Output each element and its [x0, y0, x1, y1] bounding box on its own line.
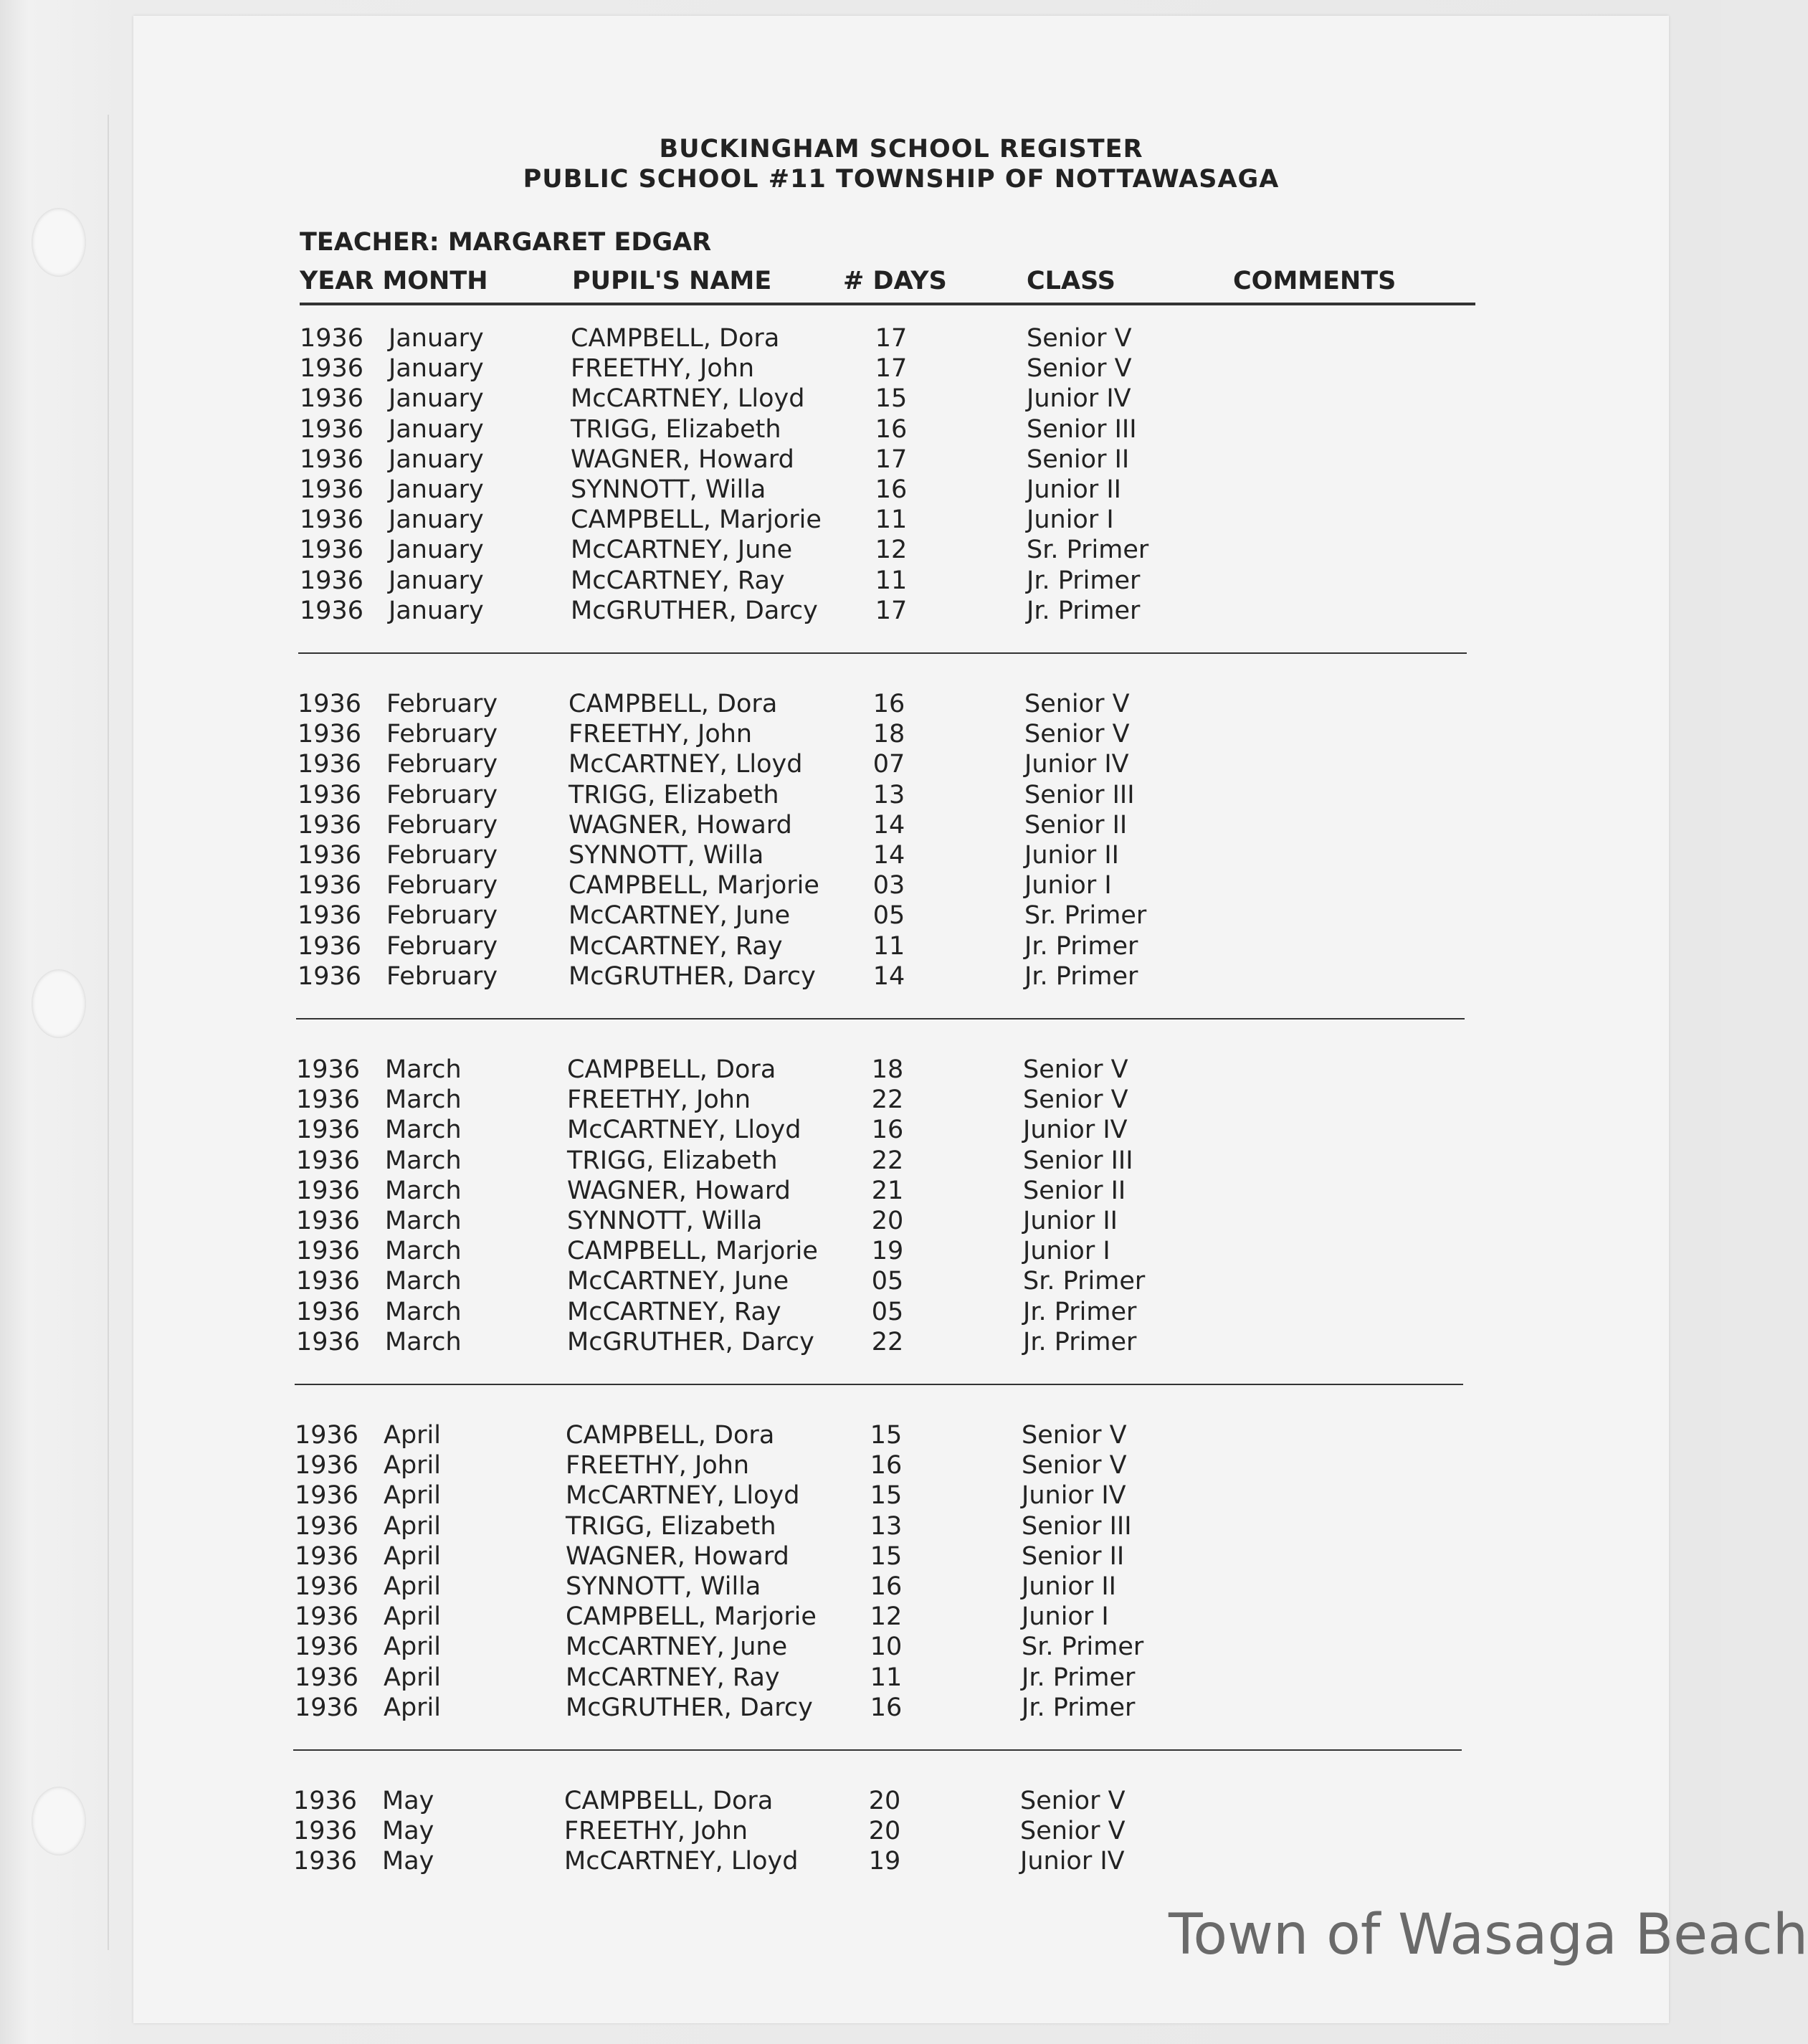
- pupil-name-cell: FREETHY, John: [567, 1085, 751, 1114]
- year-cell: 1936: [298, 871, 362, 900]
- table-row: [298, 720, 1473, 750]
- pupil-name-cell: TRIGG, Elizabeth: [568, 781, 779, 809]
- month-cell: April: [384, 1512, 441, 1541]
- pupil-name-cell: SYNNOTT, Willa: [567, 1207, 763, 1235]
- year-cell: 1936: [295, 1632, 359, 1661]
- punch-hole-icon: [32, 208, 86, 277]
- days-cell: 05: [871, 1298, 904, 1326]
- class-cell: Junior IV: [1023, 1116, 1128, 1144]
- pupil-name-cell: McGRUTHER, Darcy: [571, 596, 818, 625]
- days-cell: 11: [870, 1663, 903, 1692]
- table-row: [295, 1572, 1470, 1602]
- year-cell: 1936: [295, 1602, 359, 1631]
- table-row: [296, 1237, 1472, 1267]
- register-page: [133, 16, 1808, 2023]
- days-cell: 16: [870, 1451, 903, 1480]
- year-cell: 1936: [296, 1298, 361, 1326]
- pupil-name-cell: CAMPBELL, Marjorie: [568, 871, 819, 900]
- table-row: [298, 871, 1473, 901]
- pupil-name-cell: WAGNER, Howard: [567, 1177, 791, 1205]
- class-cell: Senior II: [1024, 811, 1128, 840]
- year-cell: 1936: [298, 811, 362, 840]
- class-cell: Senior V: [1027, 354, 1132, 383]
- year-cell: 1936: [300, 566, 364, 595]
- pupil-name-cell: FREETHY, John: [568, 720, 753, 748]
- year-cell: 1936: [295, 1693, 359, 1722]
- table-row: [296, 1207, 1472, 1237]
- table-row: [295, 1663, 1470, 1693]
- month-cell: March: [385, 1207, 462, 1235]
- class-cell: Senior V: [1020, 1787, 1126, 1815]
- month-cell: January: [389, 596, 484, 625]
- year-cell: 1936: [296, 1177, 361, 1205]
- watermark: Town of Wasaga Beach: [1169, 1903, 1808, 1967]
- pupil-name-cell: WAGNER, Howard: [571, 445, 794, 474]
- year-cell: 1936: [298, 932, 362, 961]
- table-row: [300, 384, 1475, 414]
- col-comments: COMMENTS: [1233, 267, 1397, 295]
- pupil-name-cell: CAMPBELL, Dora: [571, 324, 780, 353]
- register-title: BUCKINGHAM SCHOOL REGISTER: [659, 135, 1143, 163]
- table-row: [300, 354, 1475, 384]
- month-cell: April: [384, 1572, 441, 1601]
- table-row: [296, 1177, 1472, 1207]
- pupil-name-cell: CAMPBELL, Marjorie: [571, 505, 822, 534]
- class-cell: Junior II: [1022, 1572, 1116, 1601]
- month-cell: January: [389, 445, 484, 474]
- pupil-name-cell: McCARTNEY, June: [568, 901, 791, 930]
- year-cell: 1936: [295, 1572, 359, 1601]
- pupil-name-cell: McCARTNEY, Lloyd: [564, 1847, 799, 1876]
- days-cell: 14: [872, 811, 905, 840]
- class-cell: Junior IV: [1022, 1481, 1126, 1510]
- punch-hole-icon: [32, 969, 86, 1038]
- table-row: [300, 324, 1475, 354]
- days-cell: 13: [870, 1512, 903, 1541]
- year-cell: 1936: [300, 596, 364, 625]
- days-cell: 19: [871, 1237, 904, 1265]
- days-cell: 16: [875, 415, 908, 444]
- days-cell: 11: [872, 932, 905, 961]
- days-cell: 19: [868, 1847, 901, 1876]
- pupil-name-cell: TRIGG, Elizabeth: [567, 1146, 778, 1175]
- table-row: [296, 1298, 1472, 1328]
- days-cell: 17: [875, 596, 908, 625]
- table-row: [300, 596, 1475, 627]
- class-cell: Senior V: [1020, 1817, 1126, 1845]
- class-cell: Senior V: [1022, 1421, 1127, 1450]
- col-year-month: YEAR MONTH: [300, 267, 488, 295]
- table-row: [295, 1421, 1470, 1451]
- year-cell: 1936: [293, 1847, 358, 1876]
- table-row: [300, 415, 1475, 445]
- pupil-name-cell: CAMPBELL, Dora: [566, 1421, 775, 1450]
- month-divider: [296, 1018, 1465, 1019]
- month-cell: March: [385, 1177, 462, 1205]
- class-cell: Jr. Primer: [1024, 932, 1138, 961]
- year-cell: 1936: [300, 324, 364, 353]
- year-cell: 1936: [300, 475, 364, 504]
- pupil-name-cell: McGRUTHER, Darcy: [566, 1693, 813, 1722]
- year-cell: 1936: [298, 750, 362, 779]
- table-row: [296, 1085, 1472, 1116]
- pupil-name-cell: CAMPBELL, Dora: [564, 1787, 774, 1815]
- pupil-name-cell: CAMPBELL, Dora: [567, 1055, 776, 1084]
- table-row: [295, 1542, 1470, 1572]
- table-row: [295, 1693, 1470, 1724]
- pupil-name-cell: CAMPBELL, Marjorie: [567, 1237, 818, 1265]
- month-cell: March: [385, 1237, 462, 1265]
- days-cell: 16: [870, 1693, 903, 1722]
- month-cell: February: [386, 871, 498, 900]
- table-row: [295, 1602, 1470, 1632]
- year-cell: 1936: [295, 1542, 359, 1571]
- days-cell: 16: [871, 1116, 904, 1144]
- days-cell: 16: [872, 690, 905, 718]
- year-cell: 1936: [296, 1328, 361, 1356]
- class-cell: Junior IV: [1024, 750, 1129, 779]
- year-cell: 1936: [300, 354, 364, 383]
- class-cell: Jr. Primer: [1027, 566, 1141, 595]
- days-cell: 16: [870, 1572, 903, 1601]
- class-cell: Junior I: [1027, 505, 1114, 534]
- table-row: [300, 475, 1475, 505]
- days-cell: 10: [870, 1632, 903, 1661]
- class-cell: Sr. Primer: [1023, 1267, 1146, 1296]
- class-cell: Jr. Primer: [1023, 1298, 1137, 1326]
- month-cell: February: [386, 690, 498, 718]
- class-cell: Junior IV: [1020, 1847, 1125, 1876]
- class-cell: Senior III: [1022, 1512, 1132, 1541]
- class-cell: Senior II: [1022, 1542, 1125, 1571]
- col-days: # DAYS: [843, 267, 947, 295]
- month-cell: May: [382, 1817, 434, 1845]
- month-cell: March: [385, 1116, 462, 1144]
- class-cell: Junior I: [1022, 1602, 1109, 1631]
- month-cell: February: [386, 811, 498, 840]
- class-cell: Sr. Primer: [1027, 536, 1149, 564]
- pupil-name-cell: FREETHY, John: [566, 1451, 750, 1480]
- table-row: [293, 1787, 1469, 1817]
- class-cell: Junior II: [1027, 475, 1121, 504]
- month-cell: January: [389, 536, 484, 564]
- days-cell: 16: [875, 475, 908, 504]
- year-cell: 1936: [296, 1116, 361, 1144]
- class-cell: Senior V: [1023, 1055, 1128, 1084]
- days-cell: 11: [875, 566, 908, 595]
- month-cell: February: [386, 781, 498, 809]
- month-cell: April: [384, 1421, 441, 1450]
- table-row: [298, 901, 1473, 931]
- class-cell: Junior II: [1023, 1207, 1118, 1235]
- col-pupil-name: PUPIL'S NAME: [572, 267, 772, 295]
- class-cell: Senior II: [1023, 1177, 1126, 1205]
- year-cell: 1936: [295, 1663, 359, 1692]
- table-row: [296, 1328, 1472, 1358]
- pupil-name-cell: FREETHY, John: [571, 354, 755, 383]
- month-cell: January: [389, 505, 484, 534]
- month-cell: January: [389, 415, 484, 444]
- month-cell: February: [386, 932, 498, 961]
- days-cell: 03: [872, 871, 905, 900]
- days-cell: 13: [872, 781, 905, 809]
- year-cell: 1936: [295, 1451, 359, 1480]
- month-cell: February: [386, 901, 498, 930]
- binder-strip: [0, 115, 109, 1950]
- month-cell: April: [384, 1602, 441, 1631]
- pupil-name-cell: McCARTNEY, June: [566, 1632, 788, 1661]
- table-row: [300, 505, 1475, 536]
- table-row: [295, 1451, 1470, 1481]
- month-cell: March: [385, 1146, 462, 1175]
- year-cell: 1936: [298, 841, 362, 870]
- pupil-name-cell: WAGNER, Howard: [568, 811, 792, 840]
- table-row: [298, 811, 1473, 841]
- table-row: [295, 1481, 1470, 1511]
- days-cell: 17: [875, 354, 908, 383]
- pupil-name-cell: McCARTNEY, Lloyd: [566, 1481, 800, 1510]
- days-cell: 15: [870, 1481, 903, 1510]
- month-cell: February: [386, 750, 498, 779]
- year-cell: 1936: [300, 415, 364, 444]
- year-cell: 1936: [296, 1237, 361, 1265]
- month-cell: April: [384, 1632, 441, 1661]
- year-cell: 1936: [296, 1207, 361, 1235]
- table-row: [298, 750, 1473, 780]
- month-cell: February: [386, 841, 498, 870]
- days-cell: 17: [875, 445, 908, 474]
- class-cell: Jr. Primer: [1024, 962, 1138, 991]
- col-class: CLASS: [1027, 267, 1115, 295]
- month-cell: January: [389, 384, 484, 413]
- table-row: [295, 1512, 1470, 1542]
- days-cell: 22: [871, 1146, 904, 1175]
- year-cell: 1936: [293, 1817, 358, 1845]
- days-cell: 20: [868, 1787, 901, 1815]
- punch-hole-icon: [32, 1787, 86, 1855]
- days-cell: 15: [875, 384, 908, 413]
- month-cell: March: [385, 1298, 462, 1326]
- days-cell: 20: [868, 1817, 901, 1845]
- month-cell: April: [384, 1481, 441, 1510]
- table-row: [296, 1116, 1472, 1146]
- pupil-name-cell: McCARTNEY, June: [571, 536, 793, 564]
- days-cell: 12: [875, 536, 908, 564]
- pupil-name-cell: McCARTNEY, Lloyd: [571, 384, 805, 413]
- class-cell: Junior I: [1024, 871, 1112, 900]
- table-row: [295, 1632, 1470, 1663]
- days-cell: 12: [870, 1602, 903, 1631]
- year-cell: 1936: [296, 1085, 361, 1114]
- days-cell: 22: [871, 1328, 904, 1356]
- class-cell: Jr. Primer: [1022, 1663, 1136, 1692]
- month-divider: [298, 652, 1467, 654]
- pupil-name-cell: SYNNOTT, Willa: [566, 1572, 761, 1601]
- days-cell: 15: [870, 1421, 903, 1450]
- year-cell: 1936: [293, 1787, 358, 1815]
- table-row: [298, 962, 1473, 992]
- pupil-name-cell: CAMPBELL, Marjorie: [566, 1602, 817, 1631]
- days-cell: 05: [872, 901, 905, 930]
- year-cell: 1936: [300, 384, 364, 413]
- year-cell: 1936: [300, 445, 364, 474]
- days-cell: 20: [871, 1207, 904, 1235]
- month-cell: April: [384, 1451, 441, 1480]
- class-cell: Senior III: [1023, 1146, 1133, 1175]
- class-cell: Jr. Primer: [1023, 1328, 1137, 1356]
- year-cell: 1936: [298, 720, 362, 748]
- table-row: [293, 1847, 1469, 1877]
- days-cell: 05: [871, 1267, 904, 1296]
- pupil-name-cell: McGRUTHER, Darcy: [568, 962, 816, 991]
- month-cell: April: [384, 1542, 441, 1571]
- pupil-name-cell: McCARTNEY, June: [567, 1267, 789, 1296]
- year-cell: 1936: [295, 1421, 359, 1450]
- year-cell: 1936: [298, 690, 362, 718]
- pupil-name-cell: FREETHY, John: [564, 1817, 748, 1845]
- month-cell: February: [386, 962, 498, 991]
- days-cell: 21: [871, 1177, 904, 1205]
- table-row: [296, 1267, 1472, 1297]
- month-divider: [295, 1384, 1463, 1385]
- year-cell: 1936: [300, 536, 364, 564]
- pupil-name-cell: McCARTNEY, Lloyd: [567, 1116, 801, 1144]
- class-cell: Jr. Primer: [1027, 596, 1141, 625]
- pupil-name-cell: TRIGG, Elizabeth: [566, 1512, 776, 1541]
- class-cell: Junior I: [1023, 1237, 1110, 1265]
- days-cell: 07: [872, 750, 905, 779]
- days-cell: 14: [872, 841, 905, 870]
- pupil-name-cell: McCARTNEY, Ray: [566, 1663, 780, 1692]
- pupil-name-cell: McGRUTHER, Darcy: [567, 1328, 814, 1356]
- table-header: [300, 258, 1475, 305]
- month-cell: March: [385, 1328, 462, 1356]
- days-cell: 15: [870, 1542, 903, 1571]
- table-row: [298, 781, 1473, 811]
- month-cell: January: [389, 475, 484, 504]
- month-cell: March: [385, 1085, 462, 1114]
- pupil-name-cell: SYNNOTT, Willa: [571, 475, 766, 504]
- pupil-name-cell: McCARTNEY, Ray: [571, 566, 785, 595]
- table-row: [300, 566, 1475, 596]
- table-row: [300, 536, 1475, 566]
- year-cell: 1936: [296, 1146, 361, 1175]
- pupil-name-cell: CAMPBELL, Dora: [568, 690, 778, 718]
- month-cell: February: [386, 720, 498, 748]
- class-cell: Senior V: [1024, 690, 1130, 718]
- table-row: [293, 1817, 1469, 1847]
- class-cell: Sr. Primer: [1024, 901, 1147, 930]
- table-row: [296, 1146, 1472, 1177]
- class-cell: Sr. Primer: [1022, 1632, 1144, 1661]
- year-cell: 1936: [295, 1512, 359, 1541]
- class-cell: Senior V: [1024, 720, 1130, 748]
- class-cell: Junior II: [1024, 841, 1119, 870]
- days-cell: 11: [875, 505, 908, 534]
- table-row: [298, 932, 1473, 962]
- class-cell: Senior V: [1027, 324, 1132, 353]
- month-cell: May: [382, 1787, 434, 1815]
- days-cell: 14: [872, 962, 905, 991]
- month-cell: April: [384, 1693, 441, 1722]
- pupil-name-cell: McCARTNEY, Lloyd: [568, 750, 803, 779]
- year-cell: 1936: [298, 781, 362, 809]
- register-subtitle: PUBLIC SCHOOL #11 TOWNSHIP OF NOTTAWASAGA: [523, 165, 1280, 194]
- class-cell: Jr. Primer: [1022, 1693, 1136, 1722]
- class-cell: Senior III: [1024, 781, 1135, 809]
- class-cell: Junior IV: [1027, 384, 1131, 413]
- year-cell: 1936: [296, 1055, 361, 1084]
- class-cell: Senior III: [1027, 415, 1137, 444]
- year-cell: 1936: [296, 1267, 361, 1296]
- month-cell: January: [389, 354, 484, 383]
- class-cell: Senior V: [1023, 1085, 1128, 1114]
- pupil-name-cell: SYNNOTT, Willa: [568, 841, 764, 870]
- days-cell: 22: [871, 1085, 904, 1114]
- teacher-label: TEACHER: MARGARET EDGAR: [300, 228, 712, 257]
- pupil-name-cell: TRIGG, Elizabeth: [571, 415, 781, 444]
- month-cell: January: [389, 324, 484, 353]
- month-cell: March: [385, 1055, 462, 1084]
- year-cell: 1936: [298, 901, 362, 930]
- days-cell: 18: [872, 720, 905, 748]
- table-row: [298, 690, 1473, 720]
- pupil-name-cell: WAGNER, Howard: [566, 1542, 789, 1571]
- year-cell: 1936: [300, 505, 364, 534]
- table-row: [298, 841, 1473, 871]
- month-divider: [293, 1749, 1462, 1751]
- days-cell: 18: [871, 1055, 904, 1084]
- year-cell: 1936: [295, 1481, 359, 1510]
- days-cell: 17: [875, 324, 908, 353]
- class-cell: Senior V: [1022, 1451, 1127, 1480]
- pupil-name-cell: McCARTNEY, Ray: [568, 932, 783, 961]
- year-cell: 1936: [298, 962, 362, 991]
- table-row: [300, 445, 1475, 475]
- month-cell: April: [384, 1663, 441, 1692]
- pupil-name-cell: McCARTNEY, Ray: [567, 1298, 781, 1326]
- month-cell: March: [385, 1267, 462, 1296]
- month-cell: May: [382, 1847, 434, 1876]
- class-cell: Senior II: [1027, 445, 1130, 474]
- table-row: [296, 1055, 1472, 1085]
- month-cell: January: [389, 566, 484, 595]
